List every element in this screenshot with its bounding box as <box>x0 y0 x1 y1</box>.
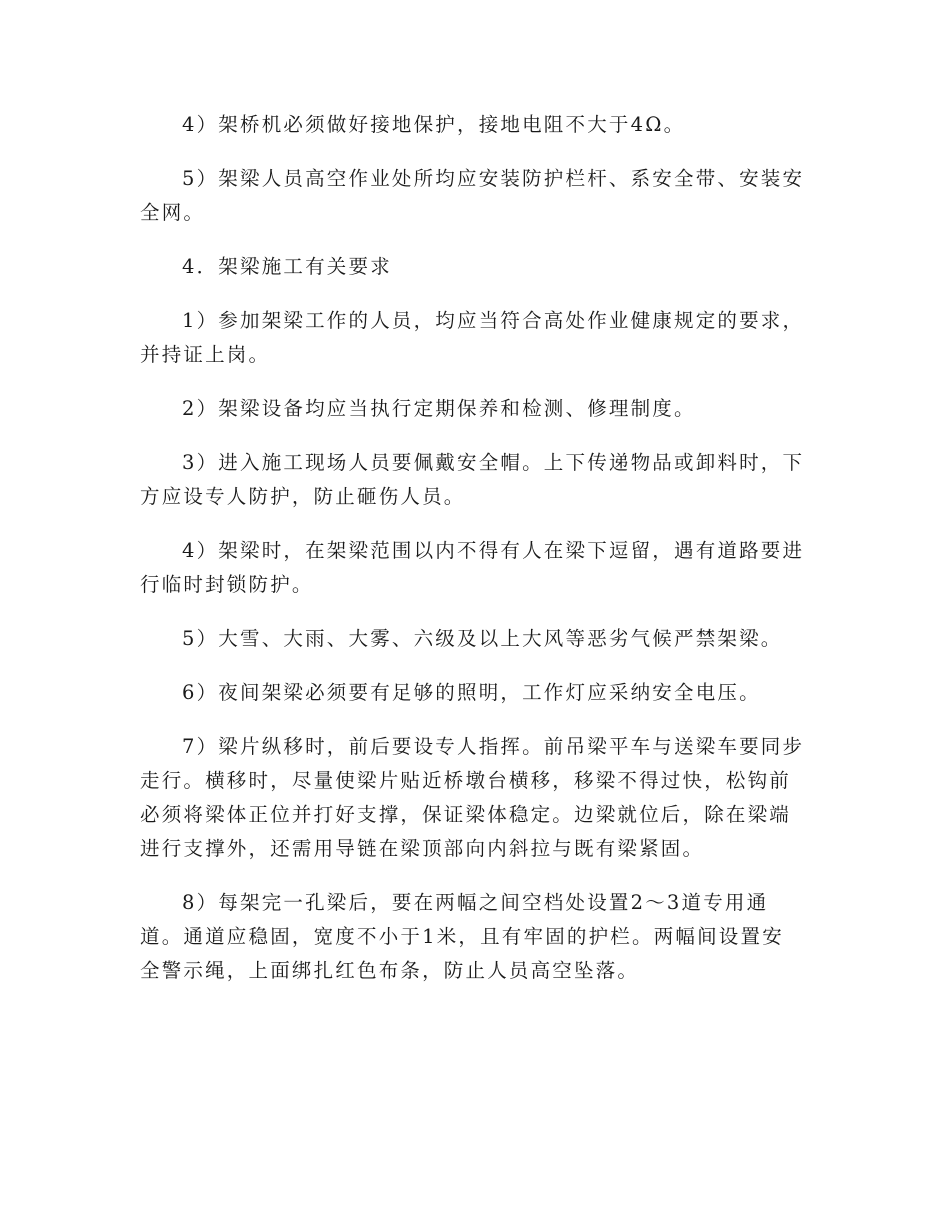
text-line: 进行支撑外，还需用导链在梁顶部向内斜拉与既有梁紧固。 <box>140 837 705 860</box>
text-line: 全警示绳，上面绑扎红色布条，防止人员高空坠落。 <box>140 959 640 982</box>
text-line: 3）进入施工现场人员要佩戴安全帽。上下传递物品或卸料时，下 <box>182 451 805 474</box>
text-line: 方应设专人防护，防止砸伤人员。 <box>140 485 466 508</box>
text-line: 7）梁片纵移时，前后要设专人指挥。前吊梁平车与送梁车要同步 <box>182 735 805 758</box>
paragraph-equipment <box>140 392 806 426</box>
paragraph-personnel <box>140 304 806 372</box>
section-heading <box>140 250 806 284</box>
heading-text: 4．架梁施工有关要求 <box>182 255 392 278</box>
text-line: 道。通道应稳固，宽度不小于1米，且有牢固的护栏。两幅间设置安 <box>140 925 784 948</box>
paragraph-walkways <box>140 886 806 988</box>
text-line: 5）大雪、大雨、大雾、六级及以上大风等恶劣气候严禁架梁。 <box>182 627 783 650</box>
text-line: 全网。 <box>140 201 206 224</box>
text-line: 1）参加架梁工作的人员，均应当符合高处作业健康规定的要求， <box>182 309 805 332</box>
paragraph-weather <box>140 622 806 656</box>
text-line: 8）每架完一孔梁后，要在两幅之间空档处设置2～3道专用通 <box>182 891 769 914</box>
text-line: 行临时封锁防护。 <box>140 573 314 596</box>
text-line: 走行。横移时，尽量使梁片贴近桥墩台横移，移梁不得过快，松钩前 <box>140 769 792 792</box>
text-line: 必须将梁体正位并打好支撑，保证梁体稳定。边梁就位后，除在梁端 <box>140 803 792 826</box>
paragraph-safety-nets <box>140 162 806 230</box>
paragraph-beam-movement <box>140 730 806 866</box>
text-line: 4）架梁时，在架梁范围以内不得有人在梁下逗留，遇有道路要进 <box>182 539 805 562</box>
paragraph-exclusion-zone <box>140 534 806 602</box>
text-line: 6）夜间架梁必须要有足够的照明，工作灯应采纳安全电压。 <box>182 681 761 704</box>
text-line: 4）架桥机必须做好接地保护，接地电阻不大于4Ω。 <box>182 113 686 136</box>
text-line: 并持证上岗。 <box>140 343 271 366</box>
text-line: 5）架梁人员高空作业处所均应安装防护栏杆、系安全带、安装安 <box>182 167 805 190</box>
document-page <box>140 108 806 1008</box>
paragraph-night-lighting <box>140 676 806 710</box>
paragraph-helmets <box>140 446 806 514</box>
text-line: 2）架梁设备均应当执行定期保养和检测、修理制度。 <box>182 397 696 420</box>
paragraph-grounding <box>140 108 806 142</box>
